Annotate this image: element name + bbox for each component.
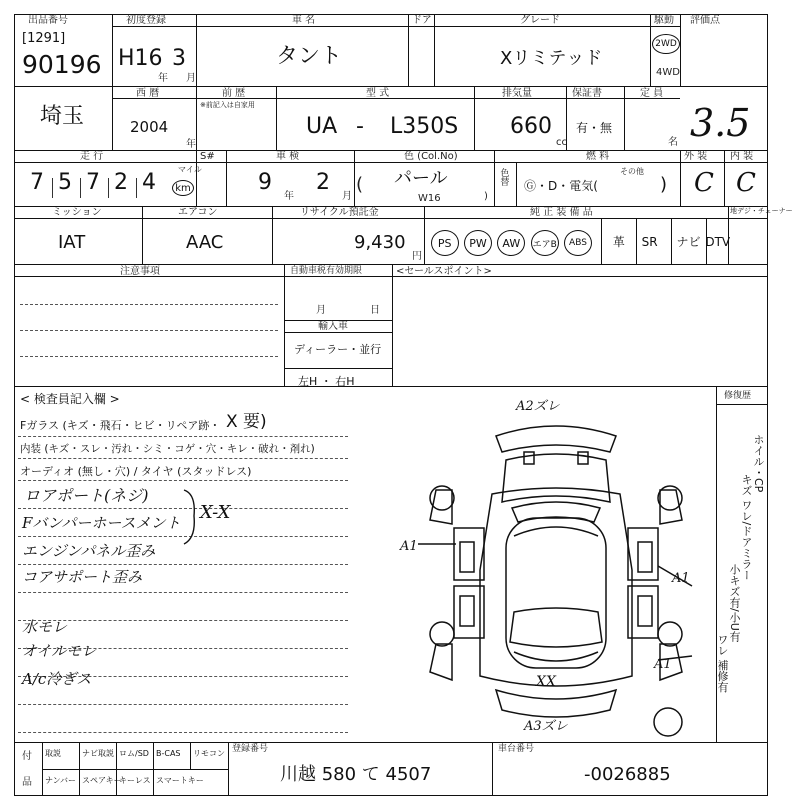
mileage-digit: 7: [86, 170, 100, 195]
exterior-label: 外 装: [684, 151, 708, 162]
accessory-label-top: 付: [22, 751, 32, 762]
notes-bottom-line: [14, 386, 768, 387]
footer-mid-line: [42, 769, 228, 770]
diagram-rear-marks: XX: [536, 674, 556, 690]
year-unit: 年: [186, 139, 196, 150]
hand-note-4: コアサポート歪み: [22, 568, 143, 586]
exterior-grade: C: [694, 168, 714, 198]
expiry-month-unit: 月: [316, 305, 326, 316]
divider: [272, 206, 273, 264]
recycle-fee: 9,430: [354, 232, 406, 253]
digit-separator: [80, 178, 81, 198]
fuel-close: ): [660, 174, 668, 195]
first-reg-era: H16: [118, 46, 163, 71]
accessory-divider: [153, 769, 154, 796]
inspection-label: 車 検: [276, 151, 300, 162]
western-year-label: 西 暦: [136, 88, 160, 99]
hand-note-3: エンジンパネル歪み: [22, 542, 156, 560]
divider: [434, 14, 435, 86]
color-change-label: 色替: [498, 168, 509, 186]
notes-label: 注意事項: [120, 266, 160, 277]
accessory-divider: [153, 742, 154, 769]
inspector-dotted-line: [18, 458, 348, 459]
divider: [624, 86, 625, 150]
warranty-label: 保証書: [572, 88, 602, 99]
drive-2wd-circled: 2WD: [652, 34, 680, 54]
accessory-item: B-CAS: [156, 749, 181, 758]
km-unit-circled: km: [172, 180, 194, 196]
inspector-dotted-line: [18, 564, 348, 565]
exhibit-no-label: 出品番号: [28, 15, 68, 26]
equipment-item: AW: [497, 230, 525, 256]
displacement-label: 排気量: [502, 88, 532, 99]
grade-label: グレード: [520, 15, 560, 26]
notes-dotted-line: [20, 356, 278, 357]
handle-line: [284, 368, 392, 369]
inspector-dotted-line: [18, 436, 348, 437]
handle-value: 左H ・ 右H: [298, 375, 355, 388]
divider: [516, 162, 517, 206]
equipment-item: ABS: [564, 230, 592, 256]
header-line: [112, 26, 680, 27]
inspector-line2: 内装 (キズ・スレ・汚れ・シミ・コゲ・穴・キレ・破れ・剤れ): [20, 443, 315, 455]
hand-note-1: ロアポート(ネジ): [24, 486, 149, 505]
notes-dotted-line: [20, 330, 278, 331]
fuel-other-label: その他: [620, 167, 644, 176]
hand-bracket: [180, 488, 204, 546]
side-note-4: ワレ 補修有: [716, 634, 729, 693]
notes-dotted-line: [20, 304, 278, 305]
month-unit: 月: [186, 73, 196, 84]
year-unit: 年: [158, 73, 168, 84]
hand-mark: X-X: [200, 502, 231, 523]
score-label: 評価点: [690, 15, 720, 26]
shift-label: S#: [200, 151, 215, 162]
interior-grade: C: [736, 168, 756, 198]
diagram-bottom-note: A3ズレ: [524, 719, 568, 734]
accessory-divider: [79, 769, 80, 796]
equipment-item: DTV: [705, 235, 731, 249]
equipment-item: 革: [612, 235, 625, 249]
digit-separator: [108, 178, 109, 198]
year-western: 2004: [130, 118, 169, 136]
divider: [392, 264, 393, 386]
first-reg-label: 初度登録: [126, 15, 166, 26]
import-label: 輸入車: [318, 321, 348, 332]
import-header-line: [284, 332, 392, 333]
accessory-item: 取説: [45, 749, 61, 758]
accessory-item: スマートキー: [156, 776, 204, 785]
row2-bottom-line: [14, 150, 768, 151]
inspector-line3: オーディオ (無し・穴) / タイヤ (スタッドレス): [20, 465, 252, 478]
fuel-options: Ⓖ・D・電気(: [524, 179, 598, 193]
fuel-label: 燃 料: [586, 151, 610, 162]
side-note-3: 小キズ有/小U有: [728, 564, 741, 642]
inspector-dotted-line: [18, 480, 348, 481]
mission-label: ミッション: [52, 207, 102, 218]
diagram-right-rear-note: A1: [654, 657, 672, 672]
region: 埼玉: [40, 104, 85, 129]
divider: [650, 14, 651, 86]
capacity-label: 定 員: [640, 88, 664, 99]
equipment-item: PS: [431, 230, 459, 256]
divider: [680, 150, 681, 206]
color-label: 色 (Col.No): [404, 151, 458, 162]
warranty: 有・無: [576, 121, 613, 135]
inspector-line1: Fガラス (キズ・飛石・ヒビ・リペア跡・: [20, 419, 221, 432]
chassis-number: -0026885: [584, 764, 671, 785]
mileage-digit: 5: [58, 170, 72, 195]
accessory-item: スペアキー: [82, 776, 122, 785]
aircon: AAC: [186, 232, 224, 253]
equipment-item: SR: [641, 235, 658, 249]
equipment-item: ナビ: [676, 235, 701, 249]
model-dash: -: [356, 114, 364, 139]
drive-4wd: 4WD: [656, 67, 680, 78]
sales-point-label: <セールスポイント>: [396, 266, 492, 277]
side-note-1: ホイル・CP: [752, 434, 765, 493]
lot-prefix: [1291]: [22, 31, 66, 46]
divider: [680, 14, 681, 86]
inspector-dotted-line: [18, 620, 348, 621]
gps-label: 地デジ・チューナー: [730, 207, 793, 215]
hand-note-7: A/c冷ぎス: [22, 670, 92, 688]
inspector-bottom-line: [14, 742, 768, 743]
color-paren-open: (: [356, 174, 364, 195]
digit-separator: [52, 178, 53, 198]
accessory-label-bottom: 品: [22, 777, 32, 788]
diagram-right-note: A1: [672, 571, 690, 586]
equipment-item: エアB: [531, 230, 559, 256]
divider: [228, 742, 229, 796]
diagram-left-note: A1: [400, 539, 418, 554]
digit-separator: [136, 178, 137, 198]
equipment-label: 純 正 装 備 品: [530, 207, 593, 218]
row3-bottom-line: [14, 206, 768, 207]
accessory-divider: [116, 742, 117, 769]
prev-use-note: ※前記入は自家用: [200, 101, 255, 109]
accessory-divider: [79, 742, 80, 769]
hand-note-5: 水モレ: [22, 618, 68, 636]
color-paren-close: ): [484, 191, 488, 202]
yen-unit: 円: [412, 251, 422, 262]
lot-number: 90196: [22, 50, 102, 79]
aircon-label: エアコン: [178, 207, 218, 218]
side-notes: [716, 414, 766, 738]
accessory-item: ナビ取説: [82, 749, 114, 758]
score: 3.5: [690, 101, 751, 145]
hand-note-6: オイルモレ: [22, 642, 97, 660]
side-notes-label: 修復歴: [724, 391, 752, 401]
divider: [196, 150, 197, 206]
divider: [494, 150, 495, 206]
divider: [142, 206, 143, 264]
equipment-divider: [636, 218, 637, 264]
divider: [424, 206, 425, 264]
divider: [492, 742, 493, 796]
divider: [354, 150, 355, 206]
chassis-label: 車台番号: [498, 744, 535, 754]
accessory-item: ロム/SD: [119, 749, 149, 758]
equipment-divider: [601, 218, 602, 264]
mileage-label: 走 行: [80, 151, 104, 162]
car-name: タント: [276, 44, 343, 69]
recycle-label: リサイクル預託金: [300, 207, 379, 218]
displacement: 660: [510, 114, 552, 139]
import-value: ディーラー・並行: [294, 343, 382, 356]
accessory-item: キーレス: [119, 776, 151, 785]
expiry-label: 自動車税有効期限: [290, 266, 363, 276]
equipment-divider: [671, 218, 672, 264]
divider: [408, 14, 409, 86]
mileage-digit: 4: [142, 170, 156, 195]
door-label: ドア: [412, 15, 432, 26]
car-name-label: 車 名: [292, 15, 316, 26]
inspector-line1-mark: X 要): [226, 412, 267, 432]
drive-label: 駆動: [654, 15, 674, 26]
mileage-digit: 7: [30, 170, 44, 195]
cc-unit: cc: [556, 137, 567, 148]
accessory-item: ナンバー: [45, 776, 77, 785]
row1-bottom-line: [14, 86, 768, 87]
inspector-dotted-line: [18, 704, 348, 705]
diagram-top-note: A2ズレ: [516, 399, 560, 414]
car-damage-diagram: [396, 390, 716, 740]
expiry-day-unit: 日: [370, 305, 380, 316]
capacity-unit: 名: [668, 137, 678, 148]
header-line: [14, 218, 768, 219]
accessory-divider: [190, 742, 191, 769]
divider: [724, 150, 725, 206]
model-label: 型 式: [366, 88, 390, 99]
equipment-item: PW: [464, 230, 492, 256]
color-name: パール: [394, 168, 448, 189]
side-header-line: [716, 404, 768, 405]
divider: [226, 150, 227, 206]
hand-note-2: Fバンパーホースメント: [22, 514, 181, 532]
year-unit: 年: [284, 191, 294, 202]
model-code: L350S: [390, 114, 459, 139]
divider: [112, 14, 113, 86]
plate-number: 川越 580 て 4507: [280, 764, 432, 785]
divider: [276, 86, 277, 150]
grade: Xリミテッド: [500, 48, 603, 69]
inspection-month: 2: [316, 170, 330, 195]
equipment-divider: [706, 218, 707, 264]
mission: IAT: [58, 232, 86, 253]
divider: [196, 86, 197, 150]
plate-label: 登録番号: [232, 744, 269, 754]
inspector-dotted-line: [18, 592, 348, 593]
side-note-2: キズ ワレ/ドアミラー: [740, 474, 753, 581]
inspection-year: 9: [258, 170, 272, 195]
inspector-title: < 検査員記入欄 >: [20, 392, 120, 406]
prev-use-label: 前 歴: [222, 88, 246, 99]
divider: [112, 86, 113, 150]
mileage-digit: 2: [114, 170, 128, 195]
first-reg-month: 3: [172, 46, 186, 71]
color-code: W16: [418, 193, 441, 204]
month-unit: 月: [342, 191, 352, 202]
interior-label: 内 装: [730, 151, 754, 162]
mile-unit: マイル: [178, 165, 202, 174]
accessory-item: リモコン: [193, 749, 225, 758]
header-line: [14, 162, 768, 163]
model-prefix: UA: [306, 114, 338, 139]
divider: [474, 86, 475, 150]
accessory-divider: [116, 769, 117, 796]
row4-bottom-line: [14, 264, 768, 265]
divider: [196, 14, 197, 86]
inspector-dotted-line: [18, 732, 348, 733]
